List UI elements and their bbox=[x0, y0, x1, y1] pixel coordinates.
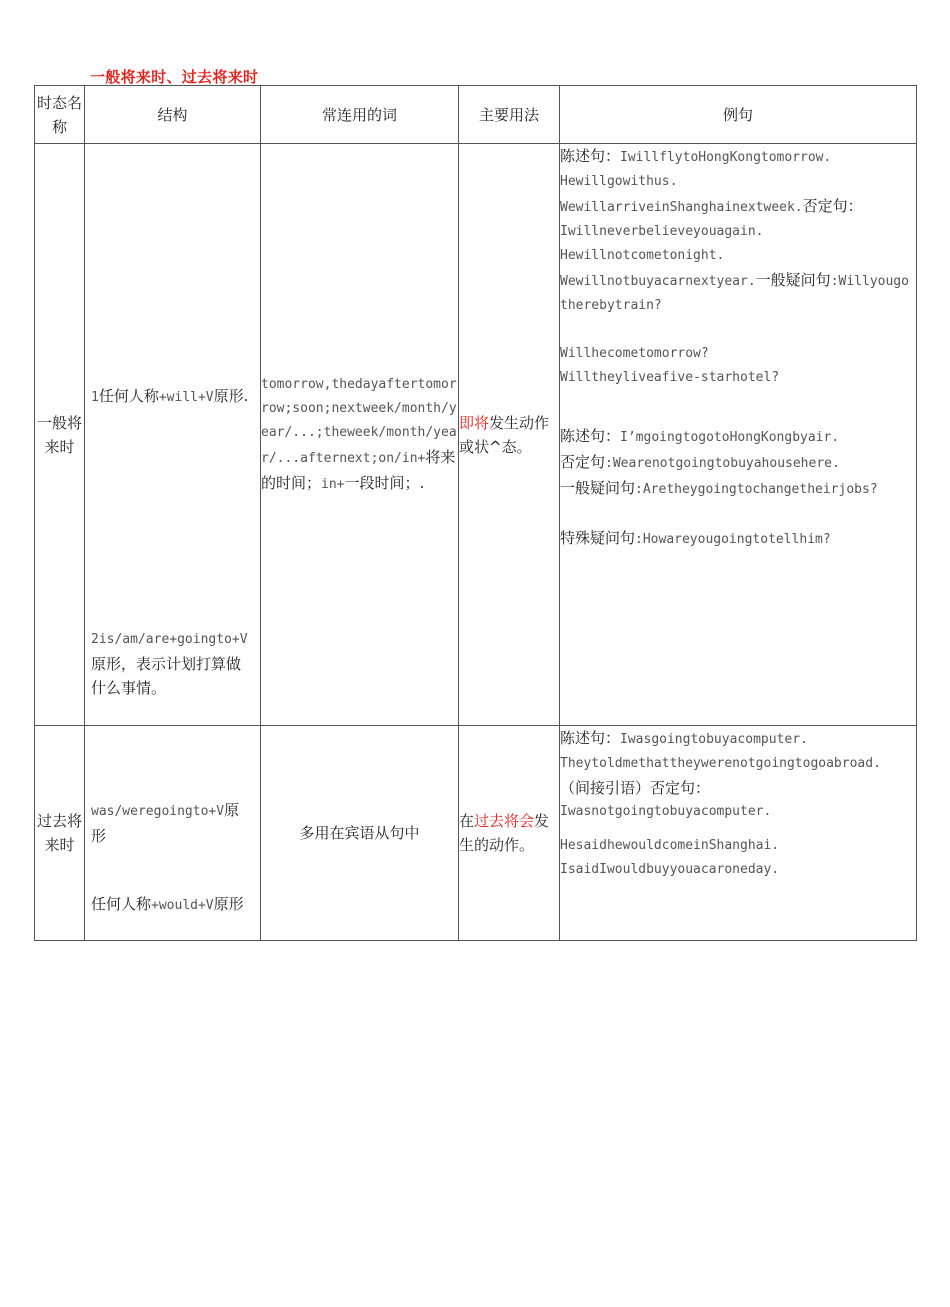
example-future-going-to: 陈述句：I’mgoingtogotoHongKongbyair. 否定句:Wearenotgoingtobuyahousehere. 一般疑问句:Aretheygoingtochangetheirjobs? 特殊疑问句:Howareyougoingtotellhim? bbox=[560, 427, 878, 547]
table-row-past-future bbox=[35, 726, 917, 941]
example-future-will: 陈述句：IwillflytoHongKongtomorrow. Hewillgowithus. WewillarriveinShanghainextweek.否定句： Iwillneverbelieveyouagain. Hewillnotcometonight. Wewillnotbuyacarnextyear.一般疑问句:Willyougotherebytrain? Willhecometomorrow? Willtheyliveafive-starhotel? bbox=[560, 147, 909, 385]
tense-name-future: 一般将来时 bbox=[35, 144, 85, 726]
examples-past-future: 陈述句：Iwasgoingtobuyacomputer. Theytoldmethattheywerenotgoingtogoabroad. （间接引语）否定句： Iwasnotgoingtobuyacomputer. HesaidhewouldcomeinShanghai. IsaidIwouldbuyyouacaroneday. bbox=[560, 726, 917, 941]
tense-table bbox=[34, 85, 917, 941]
structure-past-future bbox=[85, 726, 261, 941]
tense-name-past-future: 过去将来时 bbox=[35, 726, 85, 941]
header-main-usage: 主要用法 bbox=[459, 86, 560, 144]
header-row bbox=[35, 86, 917, 144]
header-tense-name: 时态名称 bbox=[35, 86, 85, 144]
structure-future-2: 2is/am/are+goingto+V原形，表示计划打算做什么事情。 bbox=[91, 632, 248, 697]
usage-past-future: 在过去将会发生的动作。 bbox=[459, 726, 560, 941]
usage-future: 即将发生动作或状^态。 bbox=[459, 144, 560, 726]
common-words-past-future: 多用在宾语从句中 bbox=[261, 726, 459, 941]
common-words-future: tomorrow,thedayaftertomorrow;soon;nextweek/month/year/...;theweek/month/year/...afternext;on/in+将来的时间；in+一段时间；. bbox=[261, 144, 459, 726]
structure-past-future-2: 任何人称+would+V原形 bbox=[91, 895, 244, 913]
structure-future bbox=[85, 144, 261, 726]
header-examples: 例句 bbox=[560, 86, 917, 144]
table-row-future bbox=[35, 144, 917, 726]
header-common-words: 常连用的词 bbox=[261, 86, 459, 144]
structure-past-future-1: was/weregoingto+V原形 bbox=[91, 801, 240, 845]
document-title: 一般将来时、过去将来时 bbox=[90, 68, 259, 86]
examples-future bbox=[560, 144, 917, 726]
structure-future-1: 1任何人称+will+V原形. bbox=[91, 387, 249, 405]
header-structure: 结构 bbox=[85, 86, 261, 144]
